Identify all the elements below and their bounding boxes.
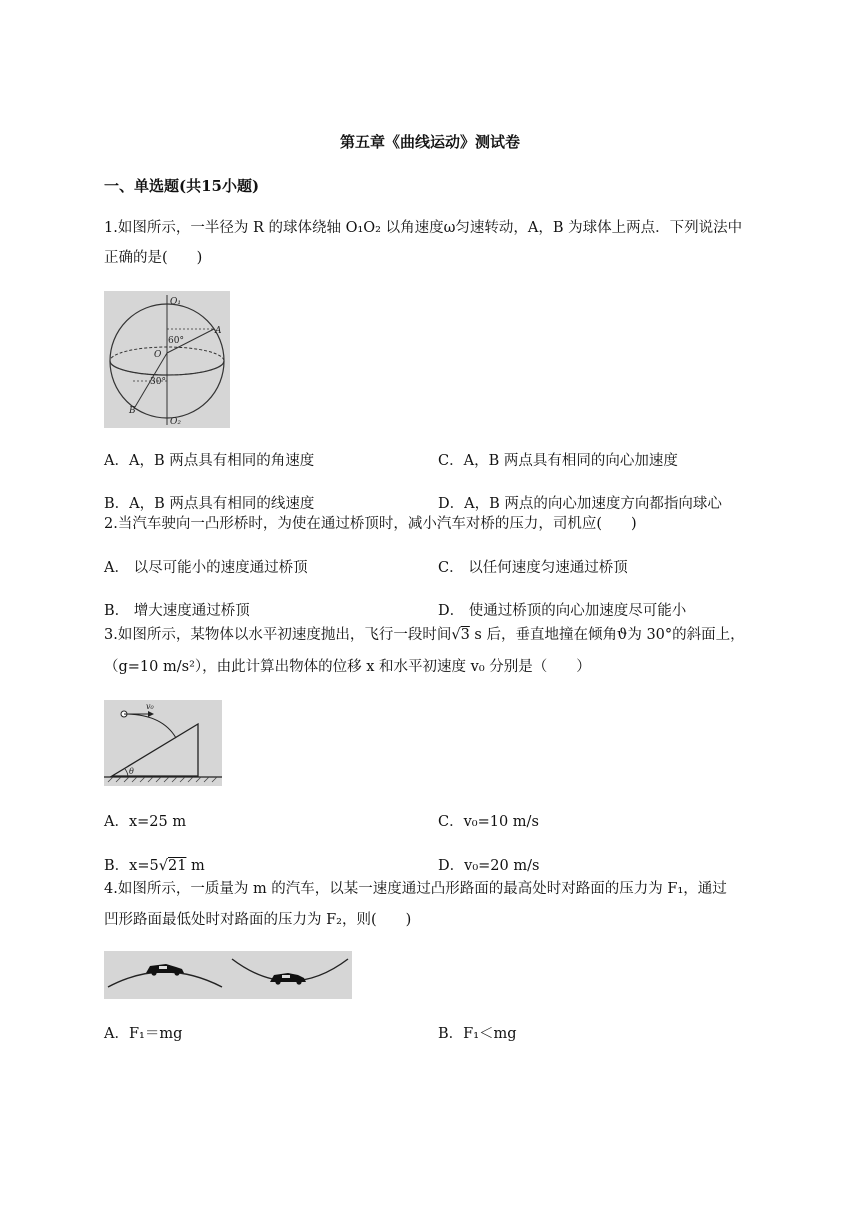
q4-stem-line2: 凹形路面最低处时对路面的压力为 F₂，则( ) [104,912,412,928]
sqrt-symbol: √ [158,858,168,874]
incline-diagram [104,700,222,786]
q3-option-c[interactable]: C．v₀=10 m/s [438,814,539,830]
q3-option-b-coef: 5 [149,858,159,874]
q1-option-b[interactable]: B．A，B 两点具有相同的线速度 [104,496,315,512]
q4-option-a[interactable]: A．F₁＝mg [104,1026,183,1042]
q4-option-b[interactable]: B．F₁＜mg [438,1026,517,1042]
q3-option-b-radicand: 21 [167,858,187,874]
q2-option-b[interactable]: B． 增大速度通过桥顶 [104,603,250,619]
q3-option-b-prefix: B．x= [104,858,150,874]
q3-option-b-unit: m [186,858,205,874]
label-angle-60: 60° [168,336,184,346]
q4-road-figure [104,951,352,999]
q3-stem-line2: （g=10 m/s²），由此计算出物体的位移 x 和水平初速度 v₀ 分别是（ ） [104,659,591,675]
q3-option-a[interactable]: A．x=25 m [104,814,187,830]
label-theta: θ [129,767,134,776]
q2-stem: 2.当汽车驶向一凸形桥时，为使在通过桥顶时，减小汽车对桥的压力，司机应( ) [104,516,637,532]
label-o: O [154,350,162,360]
q3-stem-line1 [104,625,745,645]
car-on-concave-icon [270,973,306,985]
q1-option-d[interactable]: D．A，B 两点的向心加速度方向都指向球心 [438,496,722,512]
q1-stem-line2: 正确的是( ) [104,250,203,266]
page-title: 第五章《曲线运动》测试卷 [339,133,520,151]
q3-option-d[interactable]: D．v₀=20 m/s [438,858,540,874]
label-v0: v₀ [146,702,154,711]
label-a: A [215,326,222,336]
q1-stem-line1: 1.如图所示，一半径为 R 的球体绕轴 O₁O₂ 以角速度ω匀速转动，A，B 为球体上两点．下列说法中 [104,220,743,236]
label-angle-30: 30° [150,377,166,387]
q2-option-c[interactable]: C． 以任何速度匀速通过桥顶 [438,560,628,576]
q1-sphere-figure [104,291,230,428]
sqrt-radicand: 3 [460,627,470,643]
q4-stem-line1: 4.如图所示，一质量为 m 的汽车，以某一速度通过凸形路面的最高处时对路面的压力为 F₁，通过 [104,881,727,897]
car-on-convex-icon [146,964,184,976]
road-diagram [104,951,352,999]
q2-option-a[interactable]: A． 以尽可能小的速度通过桥顶 [104,560,308,576]
section-heading: 一、单选题(共15小题) [104,177,260,195]
label-o1: O₁ [170,297,181,307]
q3-option-b[interactable] [104,856,205,876]
q3-stem-line1-tail: s 后，垂直地撞在倾角ϑ为 30°的斜面上， [469,627,745,643]
q2-option-d[interactable]: D． 使通过桥顶的向心加速度尽可能小 [438,603,687,619]
q3-incline-figure [104,700,222,786]
label-o2: O₂ [170,417,181,427]
q1-option-c[interactable]: C．A，B 两点具有相同的向心加速度 [438,453,678,469]
q3-stem-line1-text: 3.如图所示，某物体以水平初速度抛出，飞行一段时间 [104,627,452,643]
sqrt-symbol: √ [451,627,461,643]
q1-option-a[interactable]: A．A，B 两点具有相同的角速度 [104,453,315,469]
label-b: B [129,406,136,416]
sphere-diagram [104,291,230,428]
